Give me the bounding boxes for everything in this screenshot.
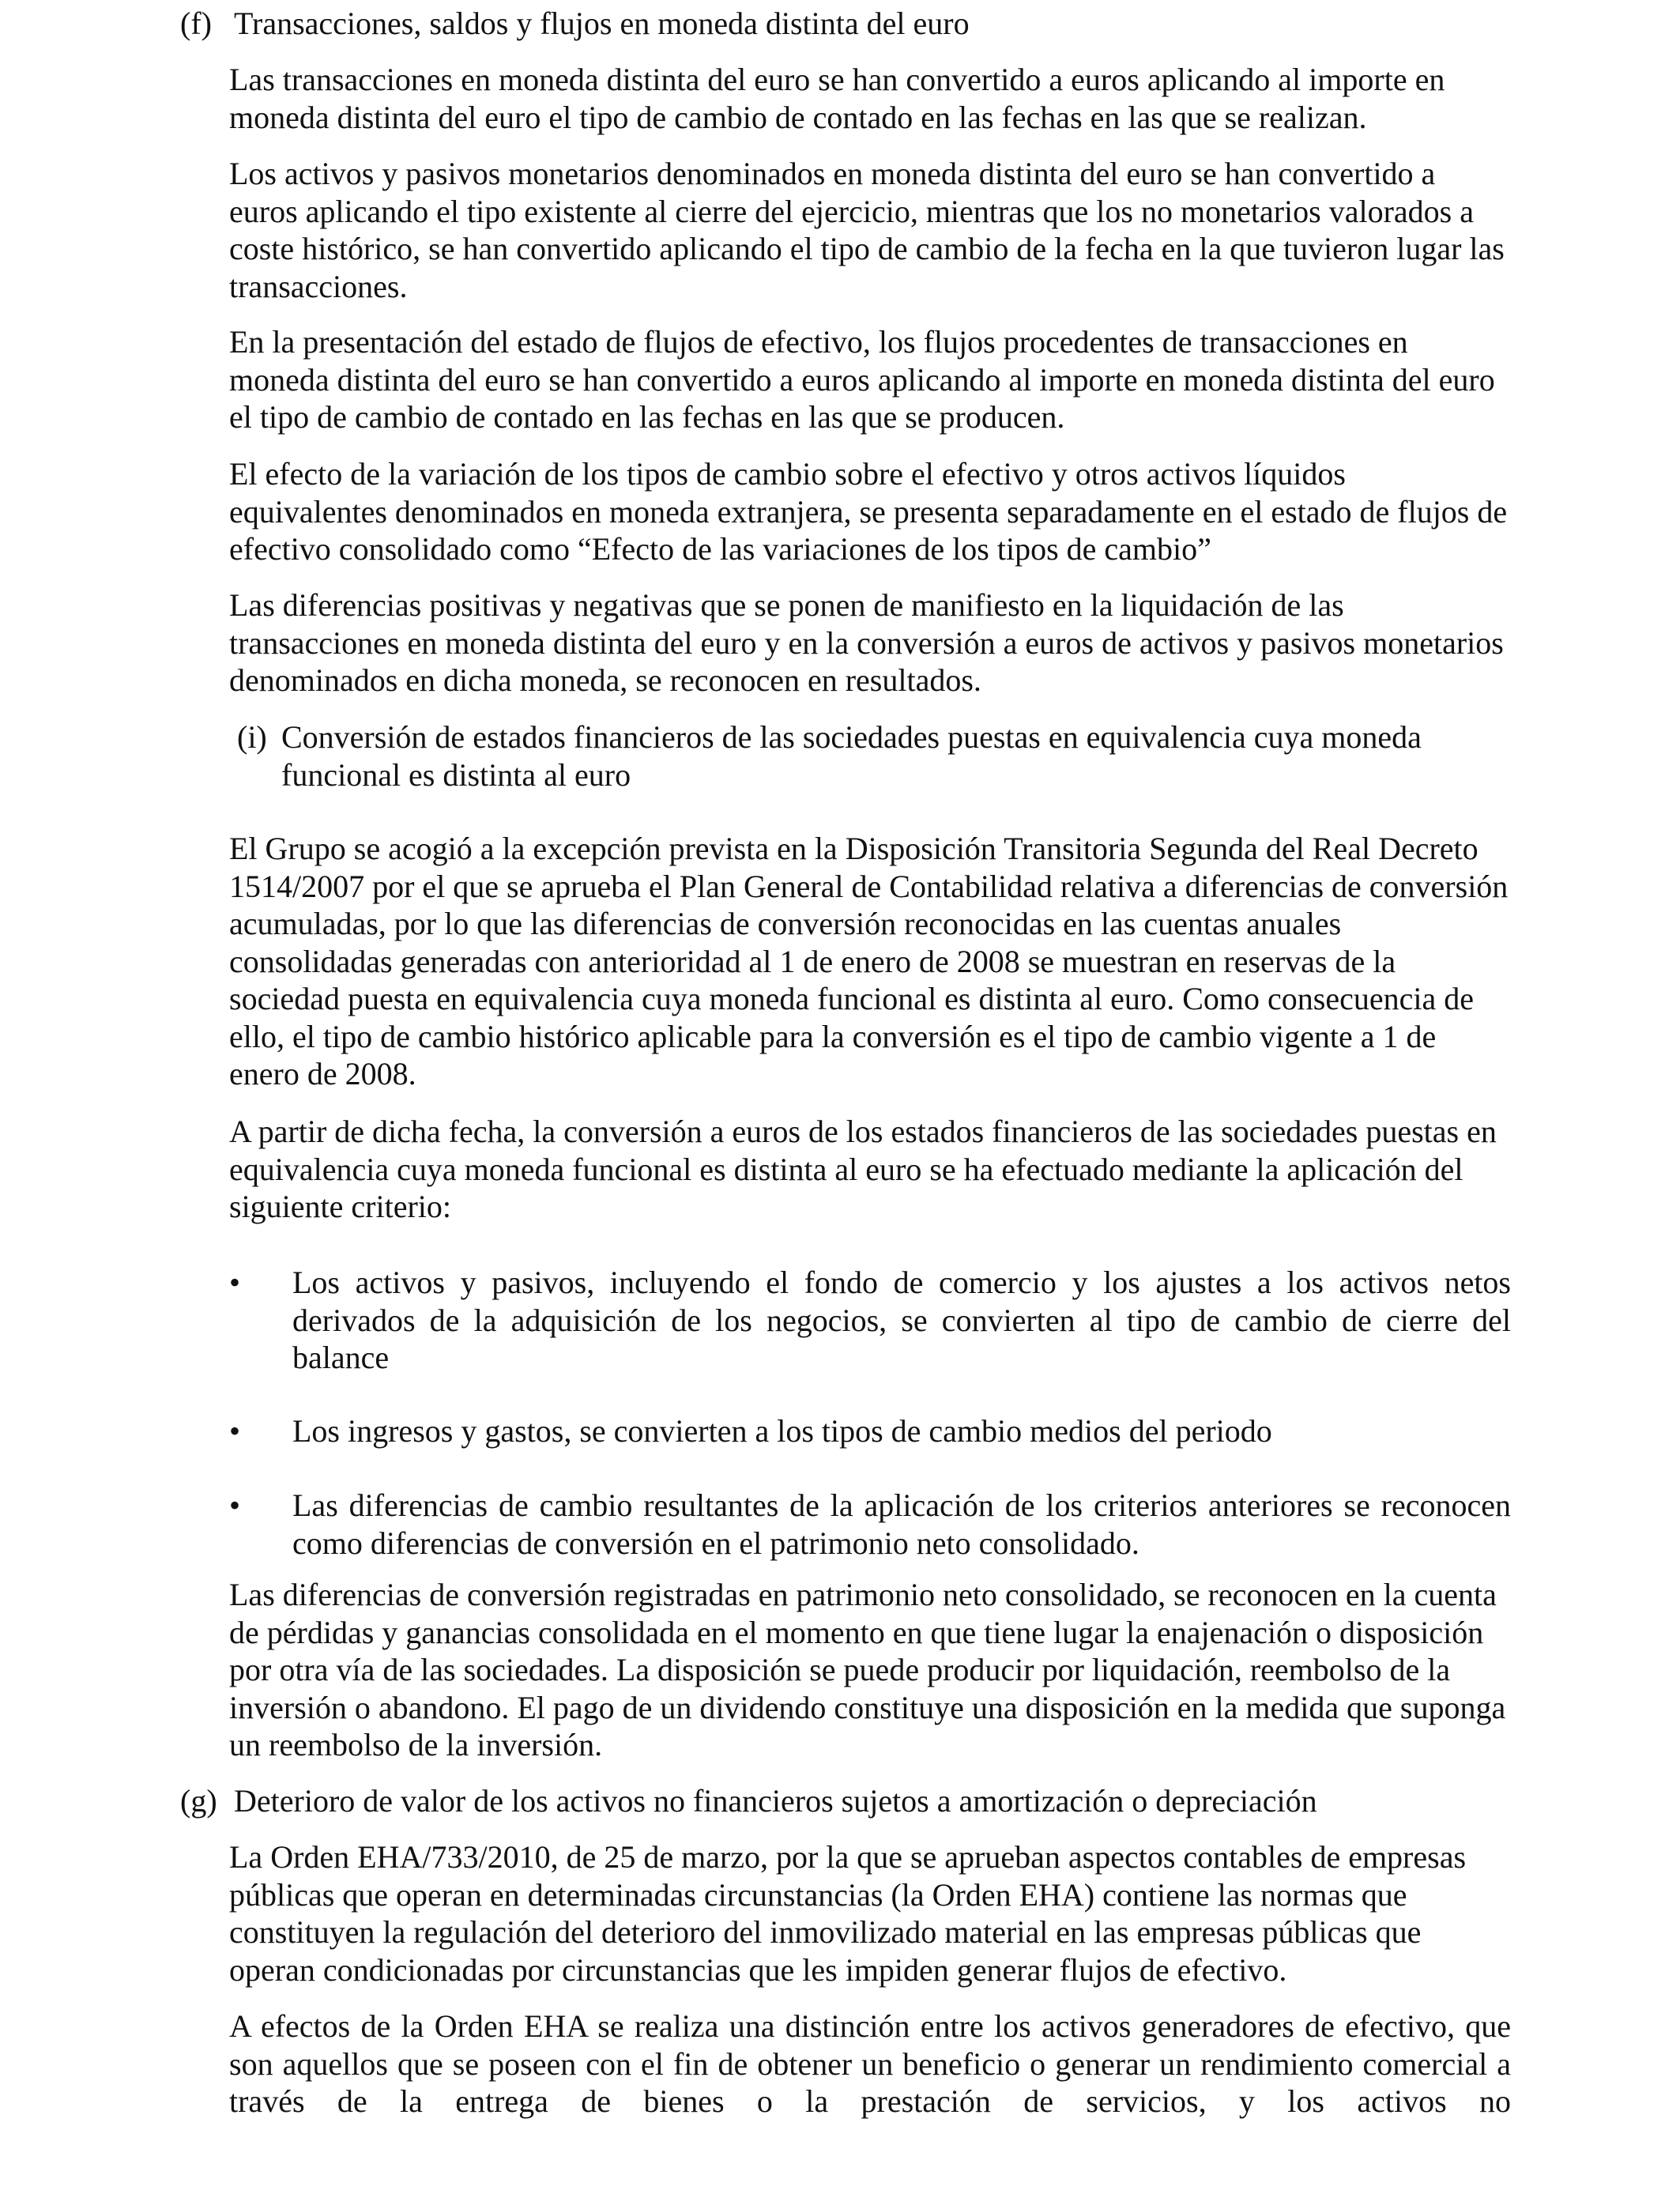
section-g-title: Deterioro de valor de los activos no financieros sujetos a amortización o depreciación bbox=[234, 1783, 1317, 1819]
section-g-heading bbox=[180, 1782, 1524, 1820]
bullet-text-1: Los activos y pasivos, incluyendo el fondo de comercio y los ajustes a los activos netos derivados de la adquisición de los negocios, se convierten al tipo de cambio de cierre del balance bbox=[292, 1265, 1511, 1375]
section-f-paragraph-4: El efecto de la variación de los tipos de cambio sobre el efectivo y otros activos líquidos equivalentes denominados en moneda extranjera, se presenta separadamente en el estado de flujos de efectivo consolidado como “Efecto de las variaciones de los tipos de cambio” bbox=[229, 456, 1508, 567]
bullet-item-1 bbox=[229, 1264, 1511, 1377]
section-f-title: Transacciones, saldos y flujos en moneda distinta del euro bbox=[234, 6, 970, 41]
section-f-paragraph-3: En la presentación del estado de flujos de efectivo, los flujos procedentes de transacciones en moneda distinta del euro se han convertido a euros aplicando al importe en moneda distinta del euro el tipo de cambio de contado en las fechas en las que se producen. bbox=[229, 324, 1495, 435]
section-f-marker: (f) bbox=[180, 6, 212, 41]
subsection-i-paragraph-1: El Grupo se acogió a la excepción prevista en la Disposición Transitoria Segunda del Real Decreto 1514/2007 por el que se aprueba el Plan General de Contabilidad relativa a diferencias de conversión acumuladas, por lo que las diferencias de conversión reconocidas en las cuentas anuales consolidadas generadas con anterioridad al 1 de enero de 2008 se muestran en reservas de la sociedad puesta en equivalencia cuya moneda funcional es distinta al euro. Como consecuencia de ello, el tipo de cambio histórico aplicable para la conversión es el tipo de cambio vigente a 1 de enero de 2008. bbox=[229, 831, 1509, 1091]
bullet-item-2 bbox=[229, 1412, 1511, 1450]
subsection-i-closing-paragraph: Las diferencias de conversión registradas en patrimonio neto consolidado, se reconocen en la cuenta de pérdidas y ganancias consolidada en el momento en que tiene lugar la enajenación o disposición por otra vía de las sociedades. La disposición se puede producir por liquidación, reembolso de la inversión o abandono. El pago de un dividendo constituye una disposición en la medida que suponga un reembolso de la inversión. bbox=[229, 1577, 1506, 1762]
section-f-paragraph-2: Los activos y pasivos monetarios denominados en moneda distinta del euro se han convertido a euros aplicando el tipo existente al cierre del ejercicio, mientras que los no monetarios valorados a coste histórico, se han convertido aplicando el tipo de cambio de la fecha en la que tuvieron lugar las transacciones. bbox=[229, 156, 1505, 304]
section-f-heading bbox=[180, 5, 1524, 43]
bullet-text-2: Los ingresos y gastos, se convierten a los tipos de cambio medios del periodo bbox=[292, 1413, 1272, 1449]
bullet-item-3 bbox=[229, 1487, 1511, 1562]
subsection-i-heading bbox=[237, 718, 1501, 794]
bullet-symbol: • bbox=[229, 1265, 241, 1300]
section-f-paragraph-1: Las transacciones en moneda distinta del euro se han convertido a euros aplicando al importe en moneda distinta del euro el tipo de cambio de contado en las fechas en las que se realizan. bbox=[229, 62, 1445, 135]
bullet-symbol: • bbox=[229, 1413, 241, 1449]
section-g-marker: (g) bbox=[180, 1783, 217, 1819]
subsection-i-title: Conversión de estados financieros de las sociedades puestas en equivalencia cuya moneda funcional es distinta al euro bbox=[281, 719, 1422, 793]
section-g-paragraph-1: La Orden EHA/733/2010, de 25 de marzo, por la que se aprueban aspectos contables de empresas públicas que operan en determinadas circunstancias (la Orden EHA) contiene las normas que constituyen la regulación del deterioro del inmovilizado material en las empresas públicas que operan condicionadas por circunstancias que les impiden generar flujos de efectivo. bbox=[229, 1839, 1467, 1988]
section-g-paragraph-2: A efectos de la Orden EHA se realiza una distinción entre los activos generadores de efectivo, que son aquellos que se poseen con el fin de obtener un beneficio o generar un rendimiento comercial a través de la entrega de bienes o la prestación de servicios, y los activos no bbox=[229, 2008, 1511, 2119]
subsection-i-marker: (i) bbox=[237, 719, 267, 755]
subsection-i-paragraph-2: A partir de dicha fecha, la conversión a euros de los estados financieros de las sociedades puestas en equivalencia cuya moneda funcional es distinta al euro se ha efectuado mediante la aplicación del siguiente criterio: bbox=[229, 1114, 1497, 1224]
section-f-paragraph-5: Las diferencias positivas y negativas que se ponen de manifiesto en la liquidación de las transacciones en moneda distinta del euro y en la conversión a euros de activos y pasivos monetarios denominados en dicha moneda, se reconocen en resultados. bbox=[229, 587, 1504, 698]
bullet-symbol: • bbox=[229, 1487, 241, 1523]
bullet-text-3: Las diferencias de cambio resultantes de la aplicación de los criterios anteriores se reconocen como diferencias de conversión en el patrimonio neto consolidado. bbox=[292, 1487, 1511, 1561]
